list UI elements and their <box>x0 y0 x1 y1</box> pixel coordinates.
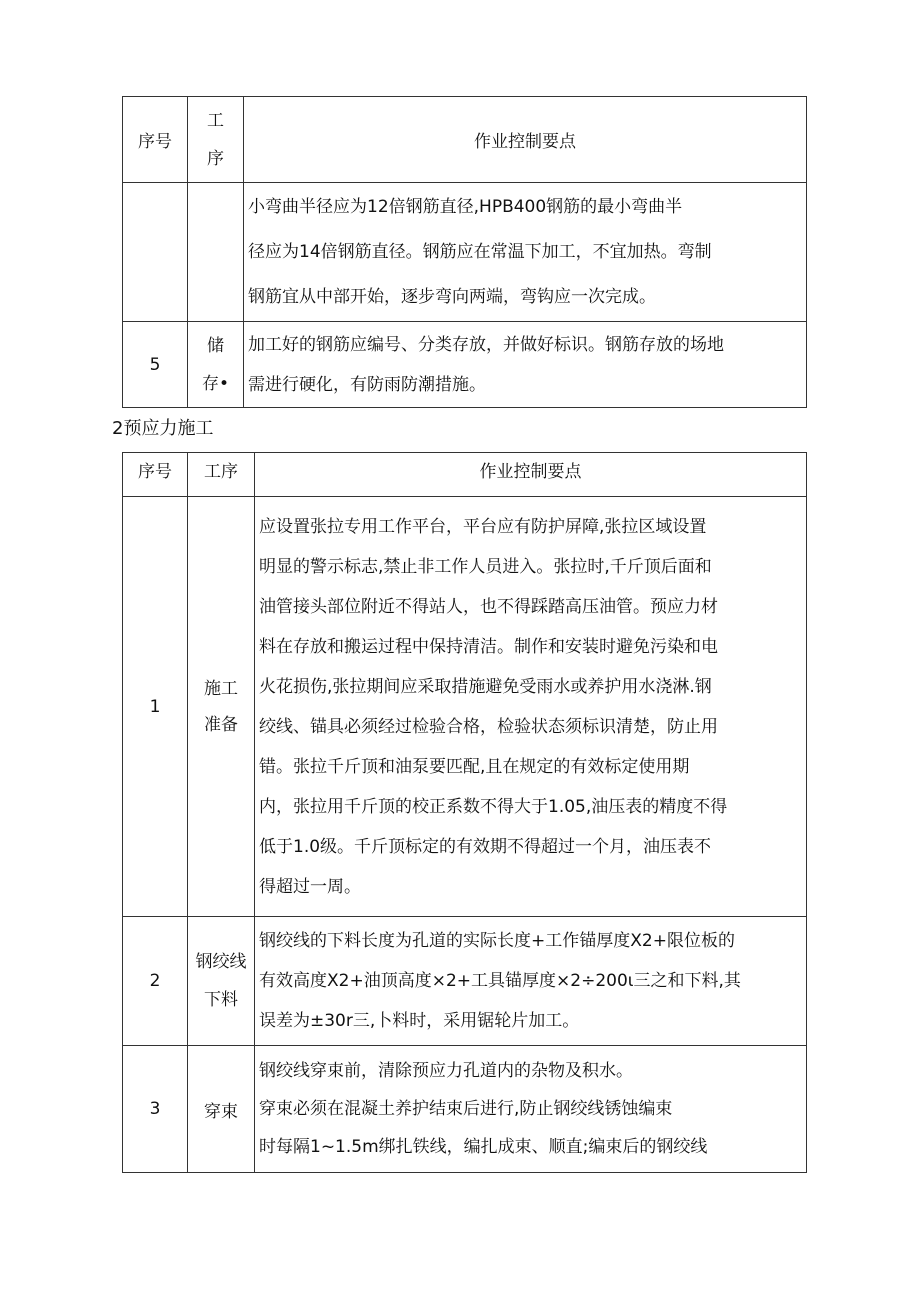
text-line: 得超过一周。 <box>259 876 361 897</box>
text-line: 火花损伤,张拉期间应采取措施避免受雨水或养护用水浇淋.钢 <box>259 676 712 697</box>
text-line: 误差为±30r三,卜料时，采用锯轮片加工。 <box>259 1011 580 1031</box>
text-line: 料在存放和搬运过程中保持清洁。制作和安装时避免污染和电 <box>259 636 718 657</box>
row-seq: 5 <box>123 322 188 408</box>
header-process-line2: 序 <box>207 148 224 169</box>
text-line: 油管接头部位附近不得站人，也不得踩踏高压油管。预应力材 <box>259 596 718 617</box>
row-process-line2: 存• <box>201 373 230 394</box>
row-seq: 2 <box>123 917 188 1046</box>
text-line: 加工好的钢筋应编号、分类存放，并做好标识。钢筋存放的场地 <box>248 334 724 355</box>
text-line: 时每隔1~1.5m绑扎铁线，编扎成束、顺直;编束后的钢绞线 <box>259 1137 708 1157</box>
text-line: 小弯曲半径应为12倍钢筋直径,HPB400钢筋的最小弯曲半 <box>248 196 683 217</box>
text-line: 明显的警示标志,禁止非工作人员进入。张拉时,千斤顶后面和 <box>259 556 712 577</box>
row-seq: 1 <box>123 497 188 917</box>
table-header-row <box>123 97 807 183</box>
row-points <box>244 322 807 408</box>
row-points <box>244 183 807 322</box>
table-header-row <box>123 453 807 497</box>
row-process-line2: 下料 <box>204 990 238 1010</box>
text-line: 穿束必须在混凝土养护结束后进行,防止钢绞线锈蚀编束 <box>259 1099 673 1119</box>
row-points <box>255 917 807 1046</box>
row-process <box>188 183 244 322</box>
header-process-line1: 工 <box>207 110 224 131</box>
table-row <box>123 322 807 408</box>
header-points: 作业控制要点 <box>255 453 807 497</box>
text-line: 内，张拉用千斤顶的校正系数不得大于1.05,油压表的精度不得 <box>259 796 728 817</box>
row-seq: 3 <box>123 1046 188 1173</box>
row-process-line1: 储 <box>207 335 224 356</box>
text-line: 钢绞线的下料长度为孔道的实际长度+工作锚厚度X2+限位板的 <box>259 931 735 951</box>
text-line: 绞线、锚具必须经过检验合格，检验状态须标识清楚，防止用 <box>259 716 718 737</box>
table-row <box>123 917 807 1046</box>
row-process-line1: 穿束 <box>204 1101 238 1122</box>
row-process <box>188 1046 255 1173</box>
row-process <box>188 497 255 917</box>
table-rebar-processing <box>122 96 807 408</box>
row-seq <box>123 183 188 322</box>
text-line: 钢绞线穿束前，清除预应力孔道内的杂物及积水。 <box>259 1061 633 1081</box>
header-process <box>188 97 244 183</box>
row-process <box>188 322 244 408</box>
row-process-line1: 钢绞线 <box>195 952 247 972</box>
header-seq: 序号 <box>123 97 188 183</box>
text-line: 错。张拉千斤顶和油泵要匹配,且在规定的有效标定使用期 <box>259 756 690 777</box>
table-row <box>123 1046 807 1173</box>
text-line: 径应为14倍钢筋直径。钢筋应在常温下加工，不宜加热。弯制 <box>248 241 712 262</box>
row-process <box>188 917 255 1046</box>
table-prestress <box>122 452 807 1173</box>
text-line: 低于1.0级。千斤顶标定的有效期不得超过一个月，油压表不 <box>259 836 712 857</box>
row-process-line1: 施工 <box>204 678 238 699</box>
text-line: 应设置张拉专用工作平台，平台应有防护屏障,张拉区域设置 <box>259 516 707 537</box>
header-seq: 序号 <box>123 453 188 497</box>
header-process: 工序 <box>188 453 255 497</box>
row-points <box>255 1046 807 1173</box>
row-process-line2: 准备 <box>204 714 238 735</box>
table-row <box>123 497 807 917</box>
section-heading: 2预应力施工 <box>112 418 214 439</box>
row-points <box>255 497 807 917</box>
table-row <box>123 183 807 322</box>
text-line: 钢筋宜从中部开始，逐步弯向两端，弯钩应一次完成。 <box>248 286 656 307</box>
text-line: 有效高度X2+油顶高度×2+工具锚厚度×2÷200ι三之和下料,其 <box>259 971 741 991</box>
text-line: 需进行硬化，有防雨防潮措施。 <box>248 374 486 395</box>
header-points: 作业控制要点 <box>244 97 807 183</box>
